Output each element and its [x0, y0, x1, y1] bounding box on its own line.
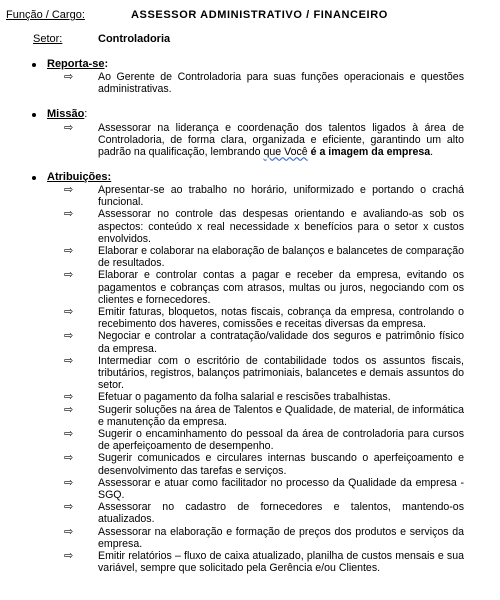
right-arrow-icon — [64, 330, 78, 342]
atribuicoes-label: Atribuições: — [47, 171, 112, 183]
item-text: Sugerir soluções na área de Talentos e Qualidade, de material, de informática e manutenção da empresa. — [98, 403, 464, 428]
right-arrow-icon — [64, 391, 78, 403]
item-text: Assessorar no controle das despesas orientando e avaliando-as sob os aspectos: conteúdo x real necessidade x benefícios para o setor x custos envolvidos. — [98, 208, 464, 245]
item-text: Sugerir comunicados e circulares internas buscando o aperfeiçoamento e desenvolvimento das tarefas e serviços. — [98, 452, 464, 477]
function-label: Função / Cargo: — [6, 9, 85, 21]
item-text: Elaborar e colaborar na elaboração de balanços e balancetes de comparação de resultados. — [98, 245, 464, 270]
item-text: Negociar e controlar a contratação/validade dos seguros e patrimônio físico da empresa. — [98, 330, 464, 355]
list-item — [64, 501, 464, 525]
item-text: Apresentar-se ao trabalho no horário, uniformizado e portando o crachá funcional. — [98, 184, 464, 209]
right-arrow-icon — [64, 404, 78, 416]
list-item — [64, 428, 464, 452]
right-arrow-icon — [64, 269, 78, 281]
item-text: Assessorar na elaboração e formação de preços dos produtos e serviços da empresa. — [98, 525, 464, 550]
reporta-colon: : — [104, 58, 109, 70]
right-arrow-icon — [64, 355, 78, 367]
list-item — [64, 550, 464, 574]
reporta-text: Ao Gerente de Controladoria para suas funções operacionais e questões administrativas. — [98, 71, 464, 96]
missao-end: . — [430, 146, 434, 159]
list-item — [64, 269, 464, 306]
list-item — [64, 306, 464, 330]
right-arrow-icon — [64, 245, 78, 257]
sector-label: Setor: — [33, 33, 63, 45]
right-arrow-icon — [64, 452, 78, 464]
list-item — [64, 245, 464, 269]
section-missao-heading — [33, 108, 87, 120]
missao-underlined: que Você — [263, 146, 308, 159]
missao-list — [64, 122, 464, 159]
item-text: Assessorar no cadastro de fornecedores e talentos, mantendo-os atualizados. — [98, 501, 464, 526]
bullet-dot-icon — [32, 113, 36, 117]
item-text: Assessorar e atuar como facilitador no processo da Qualidade da empresa - SGQ. — [98, 476, 464, 502]
right-arrow-icon — [64, 208, 78, 220]
bullet-dot-icon — [32, 176, 36, 180]
bullet-dot-icon — [32, 63, 36, 67]
atribuicoes-list — [64, 184, 464, 575]
list-item — [64, 477, 464, 501]
item-text: Emitir faturas, bloquetos, notas fiscais, cobrança da empresa, controlando o recebimento dos haveres, comissões e receitas diversas da empresa. — [98, 306, 464, 331]
right-arrow-icon — [64, 428, 78, 440]
item-text: Elaborar e controlar contas a pagar e receber da empresa, evitando os pagamentos e cobranças com atrasos, multas ou juros, negociando com os clientes e fornecedores. — [98, 269, 464, 306]
item-text: Sugerir o encaminhamento do pessoal da área de controladoria para cursos de aperfeiçoamento de desempenho. — [98, 428, 464, 453]
sector-value: Controladoria — [98, 33, 171, 45]
right-arrow-icon — [64, 550, 78, 562]
item-text: Intermediar com o escritório de contabilidade todos os assuntos fiscais, tributários, registros, balanços patrimoniais, balancetes e demais assuntos do setor. — [98, 354, 464, 392]
right-arrow-icon — [64, 306, 78, 318]
list-item — [64, 122, 464, 159]
item-text: Efetuar o pagamento da folha salarial e rescisões trabalhistas. — [98, 391, 391, 404]
list-item — [64, 404, 464, 428]
list-item — [64, 452, 464, 476]
list-item — [64, 330, 464, 354]
section-reporta-heading — [33, 58, 108, 70]
missao-label: Missão — [47, 108, 85, 120]
reporta-label: Reporta-se — [47, 58, 105, 70]
list-item — [64, 355, 464, 392]
right-arrow-icon — [64, 501, 78, 513]
right-arrow-icon — [64, 122, 78, 134]
list-item — [64, 184, 464, 208]
list-item — [64, 391, 464, 403]
right-arrow-icon — [64, 71, 78, 83]
right-arrow-icon — [64, 184, 78, 196]
list-item — [64, 71, 464, 95]
item-text: Emitir relatórios – fluxo de caixa atualizado, planilha de custos mensais e sua variável, sempre que solicitado pela Gerência e/ou Clientes. — [98, 550, 464, 575]
sector-line — [33, 33, 171, 45]
right-arrow-icon — [64, 477, 78, 489]
missao-bold: é a imagem da empresa — [307, 146, 431, 159]
job-title: ASSESSOR ADMINISTRATIVO / FINANCEIRO — [131, 9, 388, 21]
list-item — [64, 208, 464, 245]
missao-text: Assessorar na liderança e coordenação dos talentos ligados à área de Controladoria, de forma clara, organizada e eficiente, garantindo um alto padrão na qualificação, lembrando — [98, 122, 464, 159]
section-atribuicoes-heading — [33, 171, 111, 183]
missao-colon: : — [84, 108, 88, 120]
header-line — [6, 9, 388, 21]
list-item — [64, 526, 464, 550]
reporta-list — [64, 71, 464, 95]
right-arrow-icon — [64, 526, 78, 538]
